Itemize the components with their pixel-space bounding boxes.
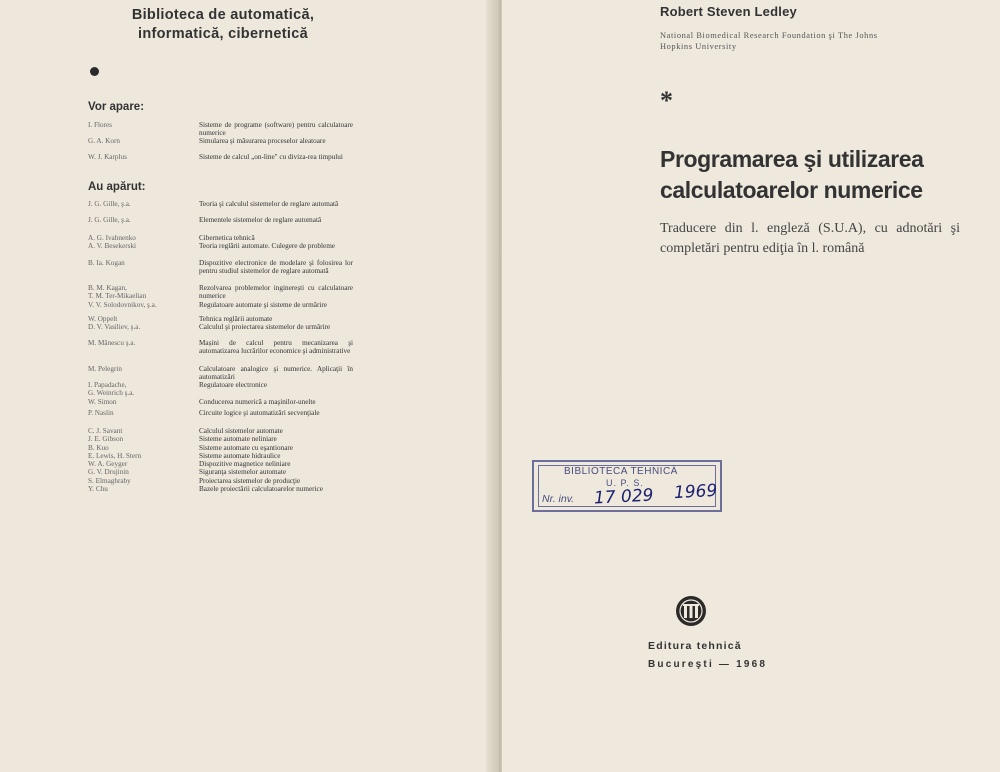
asterisk-mark: * (660, 86, 673, 115)
book-title-line-2: calculatoarelor numerice (660, 177, 923, 203)
published-label: Au apărut: (88, 181, 146, 193)
author-affiliation (660, 30, 940, 52)
book-entry-author: M. Mănescu ş.a. (88, 339, 136, 347)
affiliation-line-1: National Biomedical Research Foundation şi The Johns (660, 31, 878, 40)
book-entry-title: Elementele sistemelor de reglare automată (199, 216, 322, 224)
book-entry-title: Circuite logice şi automatizări secvenţiale (199, 409, 320, 417)
book-title-line-1: Programarea şi utilizarea (660, 146, 924, 172)
book-entry-title: Calculatoare analogice şi numerice. Aplicaţii în automatizări (199, 365, 353, 382)
library-stamp (532, 460, 722, 512)
right-page (502, 0, 1000, 772)
publication-place-year: Bucureşti — 1968 (648, 659, 768, 670)
book-entry-title: Dispozitive electronice de modelare şi folosirea lor pentru studiul sistemelor de reglare automată (199, 259, 353, 276)
publisher-name: Editura tehnică (648, 640, 742, 652)
book-entry-author: I. Flores (88, 121, 112, 129)
stamp-inventory-number: 17 029 (593, 485, 654, 509)
stamp-institution: U. P. S. (606, 478, 644, 488)
stamp-library-name: BIBLIOTECA TEHNICĂ (564, 466, 678, 477)
book-entry-title: Teoria şi calculul sistemelor de reglare automată (199, 200, 339, 208)
book-entry-author: C. J. Savant J. E. Gibson B. Kuo E. Lewis, H. Stern W. A. Geyger G. V. Drujinin S. Elmaghraby Y. Chu (88, 427, 142, 494)
book-entry-title: Sisteme de calcul „on-line" cu diviza-rea timpului (199, 153, 343, 161)
book-entry-title: Sisteme de programe (software) pentru calculatoare numerice (199, 121, 353, 138)
book-entry-author: I. Papadache, G. Weinrich ş.a. W. Simon (88, 381, 135, 406)
series-title (108, 6, 338, 44)
book-entry-author: P. Naslin (88, 409, 114, 417)
forthcoming-label: Vor apare: (88, 101, 145, 113)
book-entry-title: Cibernetica tehnică Teoria reglării automate. Culegere de probleme (199, 234, 335, 251)
series-title-line-1: Biblioteca de automatică, (131, 7, 315, 23)
book-subtitle: Traducere din l. engleză (S.U.A), cu adnotări şi completări pentru ediţia în l. română (660, 221, 960, 256)
book-entry-title: Regulatoare electronice Conducerea numerică a maşinilor-unelte (199, 381, 316, 406)
book-entry-title: Rezolvarea problemelor inginerești cu calculatoare numerice Regulatoare automate şi sisteme de urmărire (199, 284, 353, 309)
author-name: Robert Steven Ledley (660, 4, 797, 19)
book-title (660, 144, 1000, 206)
book-entry-title: Tehnica reglării automate Calculul şi proiectarea sistemelor de urmărire (199, 315, 331, 332)
book-entry-author: G. A. Korn (88, 137, 120, 145)
stamp-inventory-label: Nr. inv. (542, 493, 575, 505)
book-entry-author: M. Pelegrin (88, 365, 122, 373)
book-entry-author: B. M. Kagan, T. M. Ter-Mikaelian V. V. Solodovnikov, ş.a. (88, 284, 157, 309)
stamp-year: 1969 (673, 480, 718, 504)
left-page (0, 0, 498, 772)
book-entry-title: Simularea și măsurarea proceselor aleatoare (199, 137, 326, 145)
book-entry-author: B. Ia. Kogan (88, 259, 125, 267)
affiliation-line-2: Hopkins University (660, 42, 737, 51)
bullet-dot (90, 67, 99, 76)
book-entry-author: W. Oppelt D. V. Vasiliev, ş.a. (88, 315, 141, 332)
series-title-line-2: informatică, cibernetică (138, 26, 308, 42)
book-entry-title: Mașini de calcul pentru mecanizarea şi automatizarea lucrărilor economice şi administrative (199, 339, 353, 356)
book-entry-author: A. G. Ivahnenko A. V. Besekerski (88, 234, 137, 251)
book-entry-author: J. G. Gille, ş.a. (88, 216, 131, 224)
book-entry-author: W. J. Karplus (88, 153, 127, 161)
book-entry-title: Calculul sistemelor automate Sisteme automate neliniare Sisteme automate cu eşantionare Sisteme automate hidraulice Dispozitive magnetice neliniare Siguranţa sistemelor automate Proiectarea sistemelor de producţie Bazele proiectării calculatoarelor numerice (199, 427, 323, 494)
book-entry-author: J. G. Gille, ş.a. (88, 200, 131, 208)
publisher-logo-icon (675, 595, 707, 627)
